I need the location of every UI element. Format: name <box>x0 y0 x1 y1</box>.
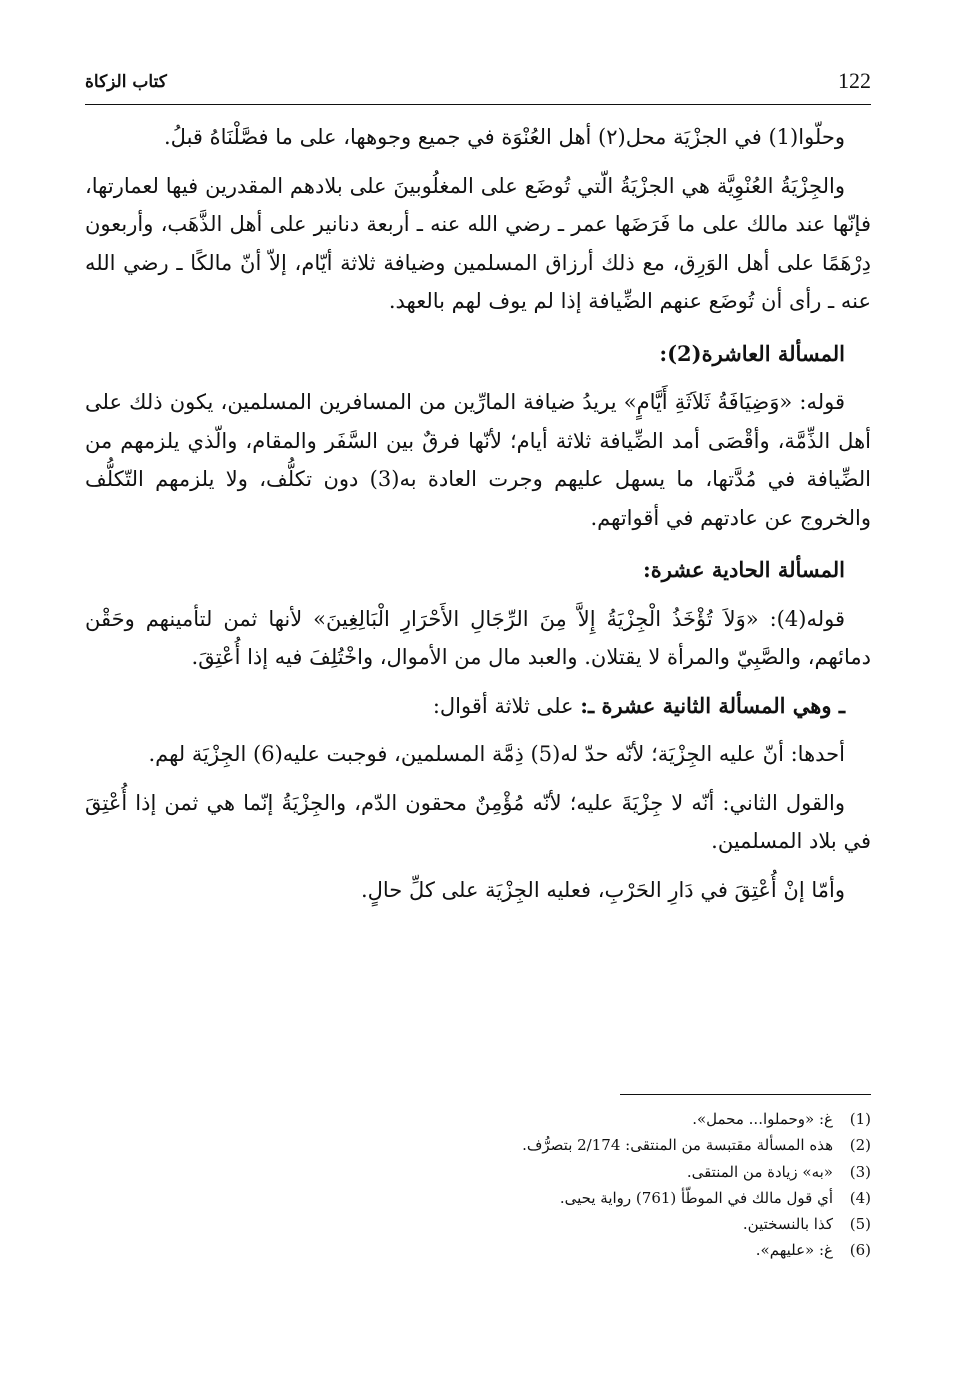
paragraph-7: والقول الثاني: أنّه لا جِزْيَةَ عليه؛ لأنّه مُؤْمِنٌ محقون الدّم، والجِزْيَةُ إنّما هي ثمن إذا أُعْتِقَ في بلاد المسلمين. <box>85 790 871 853</box>
paragraph-5 <box>85 687 871 726</box>
footnote-number: (3) <box>849 1162 871 1181</box>
paragraph-4: قوله(4): «وَلاَ تُؤْخَذُ الْجِزْيَةُ إِلاَّ مِنَ الرِّجَالِ الأَحْرَارِ الْبَالِغِينَ» لأنها ثمن لتأمينهم وحَقْن دمائهم، والصَّبِيّ والمرأة لا يقتلان. والعبد مال من الأموال، واخْتُلِفَ فيه إذا أُعْتِقَ. <box>85 606 871 669</box>
heading-eleventh-issue: المسألة الحادية عشرة: <box>642 557 845 582</box>
running-title: كتاب الزكاة <box>85 72 167 92</box>
twelfth-issue-rest: على ثلاثة أقوال: <box>432 693 581 718</box>
footnote <box>85 1211 871 1237</box>
footnote-text: هذه المسألة مقتبسة من المنتقى: 2/174 بتصرُّف. <box>522 1136 833 1155</box>
paragraph-2: والجِزْيَةُ العُنْوِيَّة هي الجزْيَةُ الّتي تُوضَع على المغلُوبينَ على بلادهم المقدرين فيها لعمارتها، فإنّها عند مالك على ما فَرَضَها عمر ـ رضي الله عنه ـ أربعة دنانير على أهل الذَّهَب، وأربعون دِرْهَمًا على أهل الوَرِق، مع ذلك أرزاق المسلمين وضيافة ثلاثة أيّام، إلاّ أنّ مالكًا ـ رضي الله عنه ـ رأى أن تُوضَع عنهم الضِّيافة إذا لم يوف لهم بالعهد. <box>85 173 871 313</box>
paragraph-1: وحلّوا(1) في الجزْيَة محل(٢) أهل العُنْوَة في جميع وجوهها، على ما فصَّلْنَاهُ قبلُ. <box>164 125 845 149</box>
footnote-number: (1) <box>849 1110 871 1128</box>
page-number: 122 <box>838 68 871 93</box>
footnote-text: غ: «عليهم». <box>755 1241 833 1260</box>
footnote-text: أي قول مالك في الموطّأ (761) رواية يحيى. <box>559 1188 833 1207</box>
twelfth-issue-label: ـ وهي المسألة الثانية عشرة ـ: <box>580 692 845 718</box>
footnotes <box>85 1106 871 1264</box>
footnote <box>85 1185 871 1211</box>
heading-tenth-issue: المسألة العاشرة(2): <box>659 340 845 366</box>
paragraph-8: وأمّا إنْ أُعْتِقَ في دَارِ الحَرْبِ، فعليه الجِزْيَة على كلِّ حالٍ. <box>360 877 845 902</box>
footnote <box>85 1106 871 1132</box>
footnote-text: غ: «وحملوا... محمل». <box>692 1110 833 1128</box>
footnote-number: (6) <box>849 1241 871 1260</box>
footnote <box>85 1159 871 1185</box>
header-rule <box>85 104 871 105</box>
footnote-text: «به» زيادة من المنتقى. <box>686 1162 833 1181</box>
paragraph-6: أحدها: أنّ عليه الجِزْيَة؛ لأنّه حدّ له(5) ذِمَّة المسلمين، فوجبت عليه(6) الجِزْيَة لهم. <box>148 742 845 766</box>
footnote <box>85 1132 871 1158</box>
footnote-text: كذا بالنسختين. <box>742 1215 833 1234</box>
page-header <box>85 68 871 102</box>
main-text <box>85 118 871 909</box>
footnote <box>85 1237 871 1263</box>
footnote-number: (4) <box>849 1188 871 1207</box>
paragraph-3: قوله: «وَضِيَافَةُ ثَلاَثَةِ أَيَّامٍ» يريدُ ضيافة المارِّين من المسافرين المسلمين، يكون ذلك على أهل الذِّمَّة، وأقْصَى أمد الضِّيافة ثلاثة أيام؛ لأنّها فرقٌ بين السَّفَر والمقام، والّذي يلزمهم من الضِّيافة في مُدَّتها، ما يسهل عليهم وجرت العادة به(3) دون تكلُّف، ولا يلزمهم التّكلُّف والخروج عن عادتهم في أقواتهم. <box>85 390 871 530</box>
footnote-number: (5) <box>849 1215 871 1234</box>
footnote-number: (2) <box>849 1136 871 1155</box>
footnote-rule <box>620 1094 871 1095</box>
